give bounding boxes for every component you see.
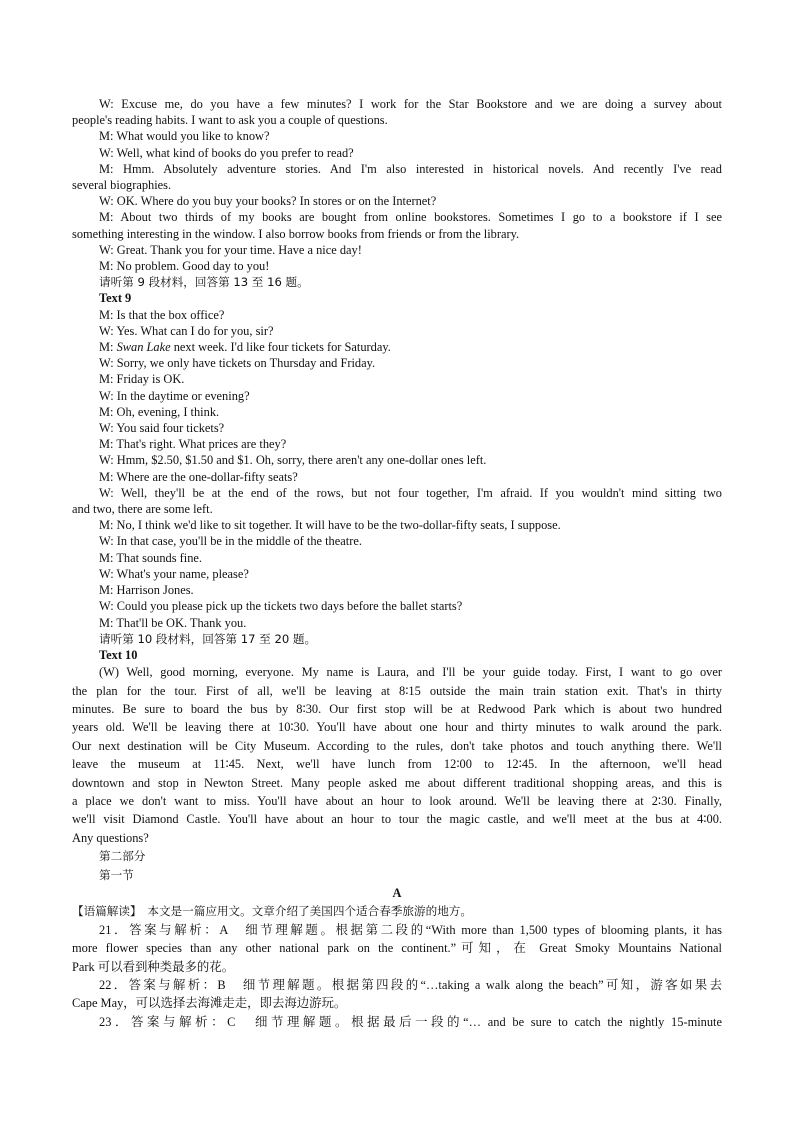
answer-line: 23．答案与解析：C 细节理解题。根据最后一段的“… and be sure to catch the nightly 15-minute [99,1014,722,1029]
dialogue-line [72,339,722,355]
answer-line: Cape May，可以选择去海滩走走，即去海边游玩。 [72,996,347,1011]
dialogue-line: M: Friday is OK. [99,372,185,387]
dialogue-line: M: Is that the box office? [99,307,225,322]
answer-line: more flower species than any other national park on the continent.”可知，在 Great Smoky Mountains National [72,941,722,956]
dialogue-line: M: Oh, evening, I think. [99,404,220,419]
dialogue-line: people's reading habits. I want to ask you a couple of questions. [72,113,388,128]
monologue-line: the plan for the tour. First of all, we'll be leaving at 8∶15 outside the main train station exit. That's in thirty [72,683,722,698]
text-heading: Text 10 [99,647,138,662]
dialogue-line: W: You said four tickets? [99,421,225,436]
dialogue-line: M: What would you like to know? [99,129,270,144]
dialogue-text: next week. I'd like four tickets for Saturday. [170,340,391,355]
dialogue-line: M: Harrison Jones. [99,583,194,598]
dialogue-line: W: OK. Where do you buy your books? In stores or on the Internet? [99,194,437,209]
speaker-label: M: [99,340,117,355]
dialogue-line: W: Well, what kind of books do you prefer to read? [99,145,354,160]
part-heading: 第二部分 [99,849,146,864]
dialogue-line: M: Hmm. Absolutely adventure stories. And I'm also interested in historical novels. And recently I've read [99,161,722,176]
monologue-line: downtown and stop in Newton Street. Many people asked me about different traditional shopping areas, and this is [72,775,722,790]
monologue-line: (W) Well, good morning, everyone. My name is Laura, and I'll be your guide today. First, I want to go over [99,665,722,680]
answer-22 [72,976,722,1013]
monologue-line: leave the museum at 11∶45. Next, we'll have lunch from 12∶00 to 12∶45. In the afternoon, we'll head [72,757,722,772]
dialogue-line: W: Could you please pick up the tickets two days before the ballet starts? [99,599,463,614]
monologue-line: years old. We'll be leaving there at 10∶30. You'll have about one hour and thirty minutes to walk around the park. [72,720,722,735]
dialogue-line: M: That sounds fine. [99,550,203,565]
dialogue-line: M: About two thirds of my books are bought from online bookstores. Sometimes I go to a bookstore if I see [99,210,722,225]
monologue-line: Any questions? [72,830,149,845]
dialogue-line: W: What's your name, please? [99,566,249,581]
dialogue-line: M: No, I think we'd like to sit together. It will have to be the two-dollar-fifty seats, I suppose. [99,518,561,533]
dialogue-line: W: Well, they'll be at the end of the rows, but not four together, I'm afraid. If you wouldn't mind sitting two [99,485,722,500]
answer-line: Park 可以看到种类最多的花。 [72,959,235,974]
monologue-line: Our next destination will be City Museum. According to the rules, don't take photos and touch anything there. We'll [72,738,722,753]
ballet-title: Swan Lake [116,340,171,355]
passage-summary: 【语篇解读】 本文是一篇应用文。文章介绍了美国四个适合春季旅游的地方。 [72,904,472,919]
monologue-line: we'll visit Diamond Castle. You'll have about an hour to tour the magic castle, and we'll meet at the bus at 4∶00. [72,812,722,827]
dialogue-line: W: Great. Thank you for your time. Have a nice day! [99,242,362,257]
monologue-line: minutes. Be sure to board the bus by 8∶30. Our first stop will be at Redwood Park which is about two hundred [72,701,722,716]
dialogue-line: M: That'll be OK. Thank you. [99,615,247,630]
dialogue-line: W: Sorry, we only have tickets on Thursday and Friday. [99,356,376,371]
text-heading: Text 9 [99,291,132,306]
dialogue-line: W: Hmm, $2.50, $1.50 and $1. Oh, sorry, there aren't any one-dollar ones left. [99,453,487,468]
dialogue-line: W: Excuse me, do you have a few minutes? I work for the Star Bookstore and we are doing a survey about [99,97,722,111]
listening-instruction: 请听第 9 段材料，回答第 13 至 16 题。 [99,275,309,290]
dialogue-line: several biographies. [72,178,172,193]
dialogue-line: something interesting in the window. I also borrow books from friends or from the library. [72,226,520,241]
dialogue-line: M: No problem. Good day to you! [99,259,270,274]
text9-dialogue [72,307,722,631]
dialogue-line: and two, there are some left. [72,502,213,517]
answer-21 [72,921,722,976]
dialogue-line: W: Yes. What can I do for you, sir? [99,323,274,338]
text8-dialogue [72,96,722,274]
answer-line: 22．答案与解析：B 细节理解题。根据第四段的“…taking a walk along the beach”可知，游客如果去 [99,978,722,993]
listening-instruction: 请听第 10 段材料，回答第 17 至 20 题。 [99,631,317,646]
document-page [72,96,722,1031]
dialogue-line: M: Where are the one-dollar-fifty seats? [99,469,298,484]
passage-letter: A [392,885,402,900]
dialogue-line: M: That's right. What prices are they? [99,437,287,452]
answer-23 [72,1013,722,1031]
monologue-line: a place we don't want to miss. You'll have about an hour to look around. We'll be leaving there at 2∶30. Finally, [72,793,722,808]
dialogue-line: W: In that case, you'll be in the middle of the theatre. [99,534,362,549]
dialogue-line: W: In the daytime or evening? [99,388,250,403]
section-heading: 第一节 [99,867,134,882]
text10-monologue [72,663,722,847]
answer-line: 21．答案与解析：A 细节理解题。根据第二段的“With more than 1,500 types of blooming plants, it has [99,922,722,937]
